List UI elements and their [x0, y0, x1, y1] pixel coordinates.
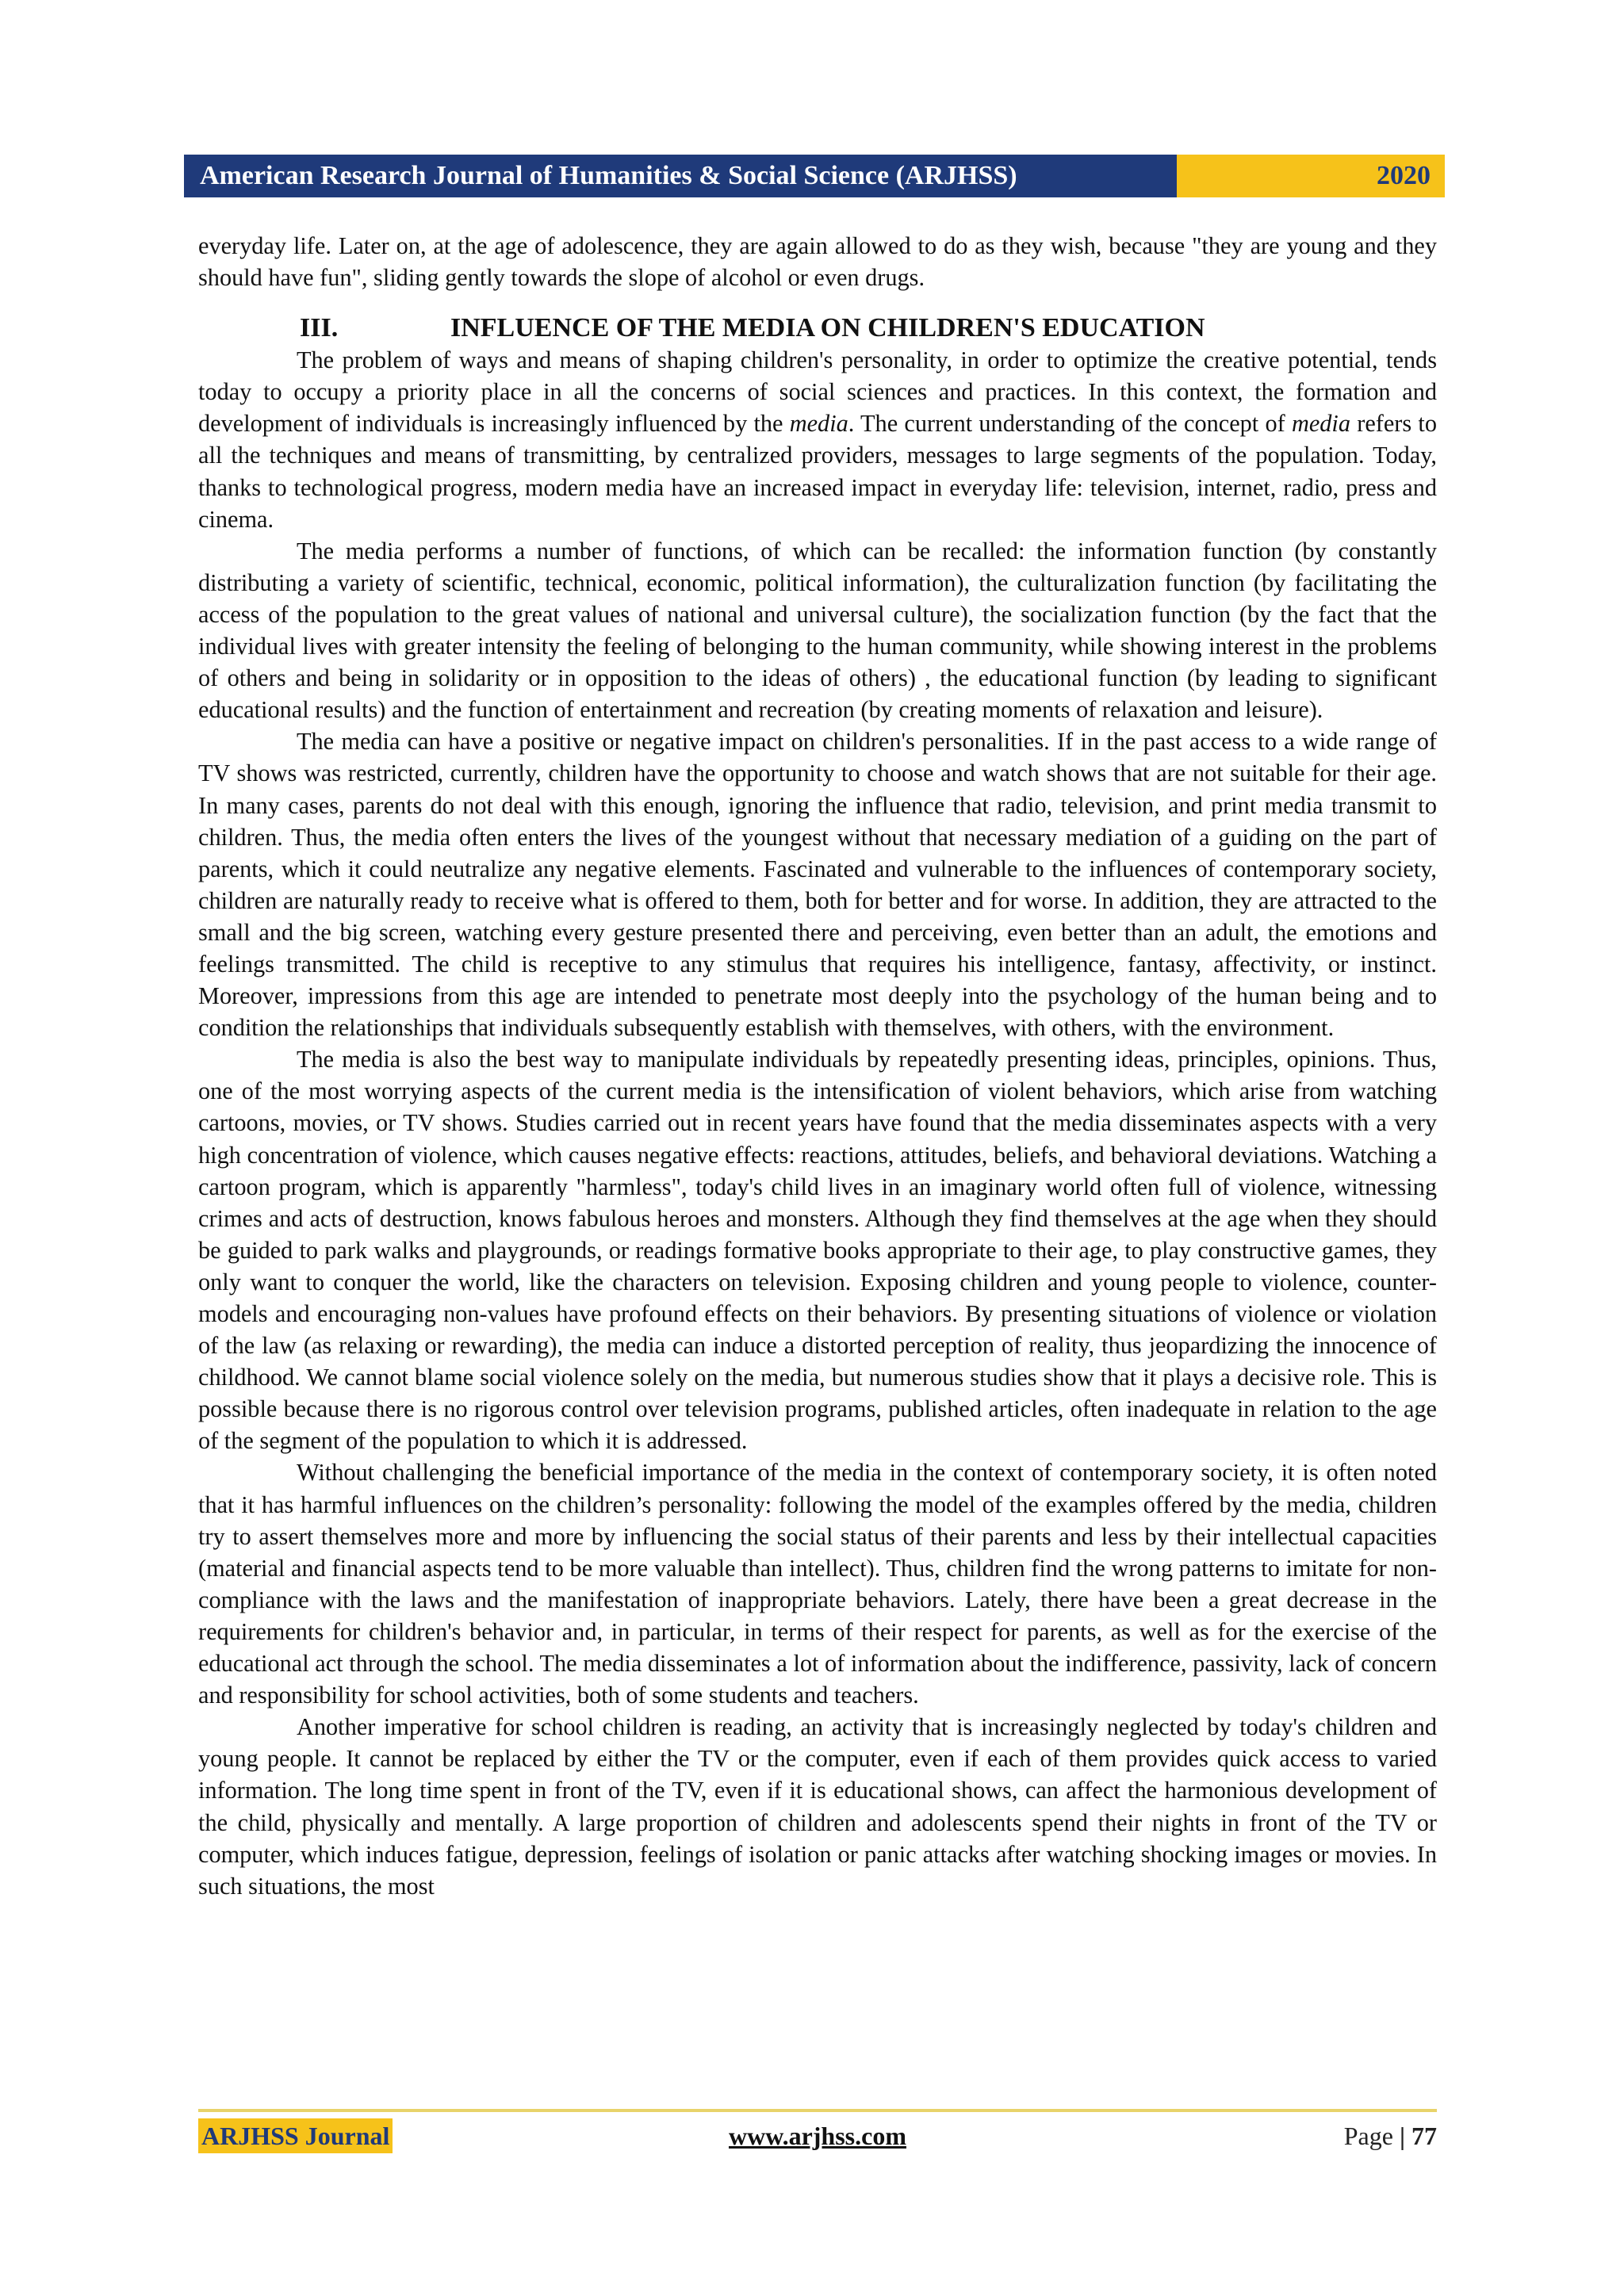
page-label: Page: [1343, 2122, 1393, 2150]
paragraph-3: The media can have a positive or negative impact on children's personalities. If in the past access to a wide range of TV shows was restricted, currently, children have the opportunity to choose and watch shows that are not suitable for their age. In many cases, parents do not deal with this enough, ignoring the influence that radio, television, and print media transmit to children. Thus, the media often enters the lives of the youngest without that necessary mediation of a guiding on the part of parents, which it could neutralize any negative elements. Fascinated and vulnerable to the influences of contemporary society, children are naturally ready to receive what is offered to them, both for better and for worse. In addition, they are attracted to the small and the big screen, watching every gesture presented there and perceiving, even better than an adult, the emotions and feelings transmitted. The child is receptive to any stimulus that requires his intelligence, fantasy, affectivity, or instinct. Moreover, impressions from this age are intended to penetrate most deeply into the psychology of the human being and to condition the relationships that individuals subsequently establish with themselves, with others, with the environment.: [198, 728, 1437, 1042]
paragraph-1-text-c: refers to all the techniques and means of transmitting, by centralized providers, messages to large segments of the population. Today, thanks to technological progress, modern media have an increased impact in everyday life: television, internet, radio, press and cinema.: [198, 410, 1437, 533]
journal-year: 2020: [1177, 155, 1445, 197]
page-separator: |: [1399, 2122, 1405, 2150]
footer-journal-name: ARJHSS Journal: [198, 2118, 393, 2153]
paragraph-6: Another imperative for school children is reading, an activity that is increasingly neglected by today's children and young people. It cannot be replaced by either the TV or the computer, even if each of them provides quick access to varied information. The long time spent in front of the TV, even if it is educational shows, can affect the harmonious development of the child, physically and mentally. A large proportion of children and adolescents spend their nights in front of the TV or computer, which induces fatigue, depression, feelings of isolation or panic attacks after watching shocking images or movies. In such situations, the most: [198, 1713, 1437, 1900]
paragraph-1: [198, 344, 1437, 535]
page-footer: [198, 2118, 1437, 2153]
paragraph-2: The media performs a number of functions, of which can be recalled: the information function (by constantly distributing a variety of scientific, technical, economic, political information), the culturalization function (by facilitating the access of the population to the great values of national and universal culture), the socialization function (by the fact that the individual lives with greater intensity the feeling of belonging to the human community, while showing interest in the problems of others and being in solidarity or in opposition to the ideas of others) , the educational function (by leading to significant educational results) and the function of entertainment and recreation (by creating moments of relaxation and leisure).: [198, 537, 1437, 724]
italic-term-media: media: [1291, 410, 1350, 438]
article-body: [198, 230, 1437, 1902]
section-title: INFLUENCE OF THE MEDIA ON CHILDREN'S EDUCATION: [450, 313, 1205, 343]
footer-website-link[interactable]: www.arjhss.com: [729, 2122, 906, 2150]
italic-term-media: media: [789, 410, 848, 438]
footer-page-number: [1344, 2118, 1437, 2153]
page-number: 77: [1411, 2122, 1437, 2150]
journal-header: [184, 155, 1445, 197]
paragraph-4: The media is also the best way to manipulate individuals by repeatedly presenting ideas, principles, opinions. Thus, one of the most worrying aspects of the current media is the intensification of violent behaviors, which arise from watching cartoons, movies, or TV shows. Studies carried out in recent years have found that the media disseminates aspects with a very high concentration of violence, which causes negative effects: reactions, attitudes, beliefs, and behavioral deviations. Watching a cartoon program, which is apparently "harmless", today's child lives in an imaginary world often full of violence, witnessing crimes and acts of destruction, knows fabulous heroes and monsters. Although they find themselves at the age when they should be guided to park walks and playgrounds, or readings formative books appropriate to their age, to play constructive games, they only want to conquer the world, like the characters on television. Exposing children and young people to violence, counter-models and encouraging non-values have profound effects on their behaviors. By presenting situations of violence or violation of the law (as relaxing or rewarding), the media can induce a distorted perception of reality, thus jeopardizing the innocence of childhood. We cannot blame social violence solely on the media, but numerous studies show that it plays a decisive role. This is possible because there is no rigorous control over television programs, published articles, often inadequate in relation to the age of the segment of the population to which it is addressed.: [198, 1046, 1437, 1455]
paragraph-5: Without challenging the beneficial importance of the media in the context of contemporary society, it is often noted that it has harmful influences on the children’s personality: following the model of the examples offered by the media, children try to assert themselves more and more by influencing the social status of their parents and less by their intellectual capacities (material and financial aspects tend to be more valuable than intellect). Thus, children find the wrong patterns to imitate for non-compliance with the laws and the manifestation of inappropriate behaviors. Lately, there have been a great decrease in the requirements for children's behavior and, in particular, in terms of their respect for parents, as well as for the exercise of the educational act through the school. The media disseminates a lot of information about the indifference, passivity, lack of concern and responsibility for school activities, both of some students and teachers.: [198, 1459, 1437, 1709]
paragraph-1-text-a: The problem of ways and means of shaping children's personality, in order to optimize the creative potential, tends today to occupy a priority place in all the concerns of social sciences and practices. In this context, the formation and development of individuals is increasingly influenced by the: [198, 346, 1437, 438]
footer-divider: [198, 2109, 1437, 2112]
paragraph-1-text-b: . The current understanding of the concept of: [848, 410, 1292, 438]
journal-title: American Research Journal of Humanities & Social Science (ARJHSS): [184, 155, 1177, 197]
section-number: III.: [300, 313, 339, 343]
continuation-paragraph: everyday life. Later on, at the age of adolescence, they are again allowed to do as they wish, because "they are young and they should have fun", sliding gently towards the slope of alcohol or even drugs.: [198, 232, 1437, 292]
section-heading: [198, 312, 1437, 344]
